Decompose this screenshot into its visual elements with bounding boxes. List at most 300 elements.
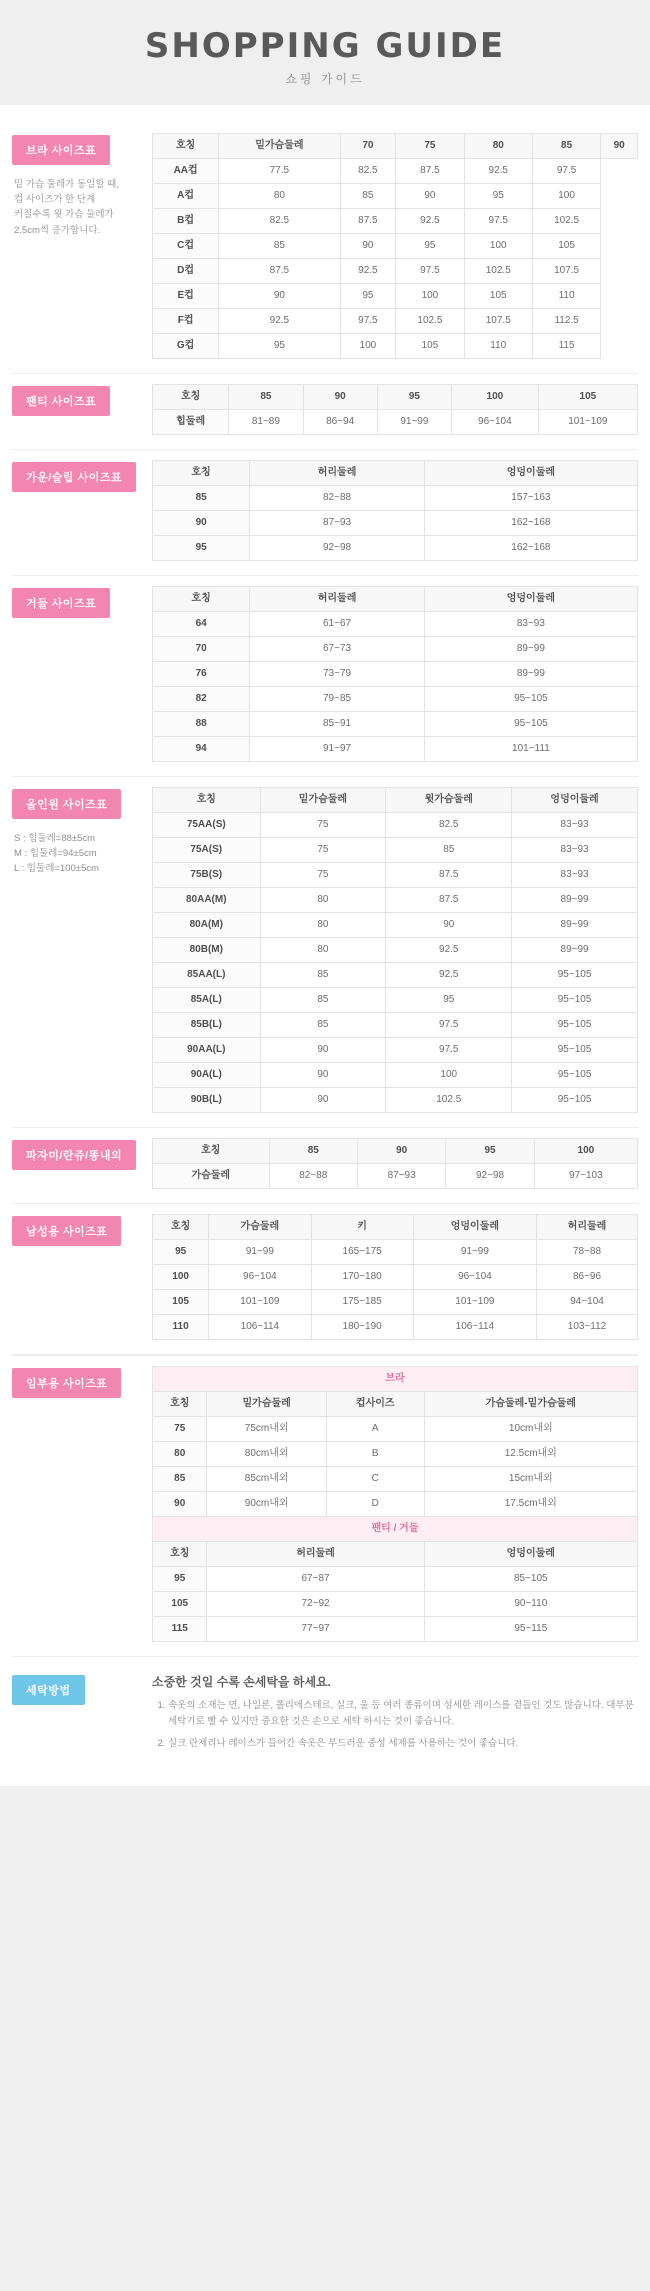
table-header-cell: 허리둘레 xyxy=(207,1542,424,1567)
table-cell: 91~99 xyxy=(209,1240,311,1265)
table-header-cell: 밑가슴둘레 xyxy=(219,134,340,159)
table-row xyxy=(153,1442,638,1467)
table-row-header: 82 xyxy=(153,687,250,712)
section-note: 밑 가슴 둘레가 동일할 때, 컵 사이즈가 한 단계 커질수록 윗 가슴 둘레가 2.5cm씩 증가합니다. xyxy=(14,179,119,236)
table-row-header: 85A(L) xyxy=(153,988,261,1013)
table-cell: 100 xyxy=(340,334,396,359)
table-cell: 92.5 xyxy=(386,938,512,963)
table-col xyxy=(142,787,638,1113)
size-chart-section xyxy=(0,450,650,575)
section-tag: 팬티 사이즈표 xyxy=(12,386,110,416)
table-cell: 101~109 xyxy=(538,410,637,435)
table-header-cell: 호칭 xyxy=(153,1215,209,1240)
table-cell: 97.5 xyxy=(340,309,396,334)
table-cell: 85~105 xyxy=(424,1567,637,1592)
table-cell: 85 xyxy=(260,988,386,1013)
table-cell: 157~163 xyxy=(424,486,637,511)
table-row-header: D컵 xyxy=(153,259,219,284)
table-header-cell: 85 xyxy=(229,385,303,410)
wash-body xyxy=(142,1673,638,1758)
table-row xyxy=(153,612,638,637)
size-chart-section xyxy=(0,123,650,373)
table-header-cell: 허리둘레 xyxy=(250,461,425,486)
table-cell: 105 xyxy=(396,334,464,359)
table-col xyxy=(142,1366,638,1642)
table-row xyxy=(153,637,638,662)
table-cell: 82.5 xyxy=(340,159,396,184)
table-cell: 90cm내외 xyxy=(207,1492,326,1517)
table-cell: 85 xyxy=(260,963,386,988)
table-row xyxy=(153,913,638,938)
table-row xyxy=(153,209,638,234)
table-row xyxy=(153,888,638,913)
table-header-cell: 엉덩이둘레 xyxy=(512,788,638,813)
table-cell: 86~96 xyxy=(537,1265,638,1290)
table-row-header: 80A(M) xyxy=(153,913,261,938)
section-tag: 남성용 사이즈표 xyxy=(12,1216,121,1246)
size-chart-section xyxy=(0,1204,650,1354)
table-row-header: 105 xyxy=(153,1592,207,1617)
table-cell: 101~109 xyxy=(413,1290,536,1315)
table-header-cell: 밑가슴둘레 xyxy=(260,788,386,813)
table-header-cell: 호칭 xyxy=(153,1542,207,1567)
table-cell: 83~93 xyxy=(512,863,638,888)
table-row xyxy=(153,662,638,687)
table-cell: 107.5 xyxy=(532,259,600,284)
table-row xyxy=(153,536,638,561)
wash-instruction-list xyxy=(152,1698,638,1752)
table-cell: 97.5 xyxy=(396,259,464,284)
table-row-header: AA컵 xyxy=(153,159,219,184)
table-cell: 78~88 xyxy=(537,1240,638,1265)
table-cell: 89~99 xyxy=(424,637,637,662)
table-header-row xyxy=(153,1392,638,1417)
table-row-header: 85AA(L) xyxy=(153,963,261,988)
table-cell: 92.5 xyxy=(386,963,512,988)
section-wash xyxy=(0,1657,650,1776)
table-row-header: 90 xyxy=(153,511,250,536)
table-row-header: 88 xyxy=(153,712,250,737)
table-cell: 95~115 xyxy=(424,1617,637,1642)
table-cell: 92.5 xyxy=(340,259,396,284)
table-row-header: 80 xyxy=(153,1442,207,1467)
table-header-cell: 90 xyxy=(303,385,377,410)
table-header-cell: 윗가슴둘레 xyxy=(386,788,512,813)
section-tag: 브라 사이즈표 xyxy=(12,135,110,165)
table-header-row xyxy=(153,587,638,612)
table-cell: 90 xyxy=(260,1088,386,1113)
table-cell: 96~104 xyxy=(209,1265,311,1290)
table-cell: B xyxy=(326,1442,424,1467)
table-row xyxy=(153,1492,638,1517)
table-header-row xyxy=(153,1139,638,1164)
table-header-cell: 70 xyxy=(340,134,396,159)
table-row-header: 90A(L) xyxy=(153,1063,261,1088)
table-cell: 89~99 xyxy=(512,888,638,913)
table-row-header: 64 xyxy=(153,612,250,637)
table-header-row xyxy=(153,1542,638,1567)
table-cell: 85 xyxy=(219,234,340,259)
table-row xyxy=(153,334,638,359)
table-row xyxy=(153,838,638,863)
table-row xyxy=(153,234,638,259)
table-cell: 95~105 xyxy=(424,687,637,712)
table-row-header: 85B(L) xyxy=(153,1013,261,1038)
table-cell: 85~91 xyxy=(250,712,425,737)
table-header-row xyxy=(153,385,638,410)
wash-title: 소중한 것일 수록 손세탁을 하세요. xyxy=(152,1675,331,1689)
table-cell: 95 xyxy=(219,334,340,359)
label-col xyxy=(12,1138,142,1170)
table-row-header: G컵 xyxy=(153,334,219,359)
table-header-cell: 엉덩이둘레 xyxy=(413,1215,536,1240)
table-cell: 94~104 xyxy=(537,1290,638,1315)
section-tag: 가운/슬립 사이즈표 xyxy=(12,462,136,492)
table-header-cell: 허리둘레 xyxy=(250,587,425,612)
table-cell: 80 xyxy=(219,184,340,209)
table-cell: 85 xyxy=(260,1013,386,1038)
table-row xyxy=(153,159,638,184)
table-cell: 80 xyxy=(260,913,386,938)
table-cell: 90~110 xyxy=(424,1592,637,1617)
table-cell: 86~94 xyxy=(303,410,377,435)
size-chart-sections xyxy=(0,123,650,1355)
table-cell: 95 xyxy=(386,988,512,1013)
table-cell: 12.5cm내외 xyxy=(424,1442,637,1467)
table-cell: 102.5 xyxy=(396,309,464,334)
table-cell: 17.5cm내외 xyxy=(424,1492,637,1517)
size-chart-section xyxy=(0,576,650,776)
table-cell: 82.5 xyxy=(219,209,340,234)
table-cell: 95~105 xyxy=(512,1038,638,1063)
page-title: SHOPPING GUIDE xyxy=(144,26,506,66)
guide-content xyxy=(0,105,650,1786)
table-cell: 112.5 xyxy=(532,309,600,334)
table-row-header: 힙둘레 xyxy=(153,410,229,435)
table-row-header: 100 xyxy=(153,1265,209,1290)
table-cell: 101~109 xyxy=(209,1290,311,1315)
page-header xyxy=(0,0,650,105)
table-subheader-row xyxy=(153,1367,638,1392)
table-cell: 92.5 xyxy=(219,309,340,334)
table-row-header: 75B(S) xyxy=(153,863,261,888)
table-cell: 90 xyxy=(219,284,340,309)
table-cell: 105 xyxy=(532,234,600,259)
table-cell: 89~99 xyxy=(512,938,638,963)
size-chart-section xyxy=(0,1128,650,1203)
table-cell: 106~114 xyxy=(209,1315,311,1340)
table-header-cell: 100 xyxy=(452,385,539,410)
table-row xyxy=(153,1467,638,1492)
table-cell: 115 xyxy=(532,334,600,359)
table-cell: 87~93 xyxy=(250,511,425,536)
table-cell: 75 xyxy=(260,838,386,863)
table-cell: 96~104 xyxy=(413,1265,536,1290)
table-header-cell: 키 xyxy=(311,1215,413,1240)
table-row xyxy=(153,963,638,988)
table-cell: 85cm내외 xyxy=(207,1467,326,1492)
table-header-cell: 95 xyxy=(377,385,451,410)
table-cell: 91~99 xyxy=(377,410,451,435)
table-row-header: 110 xyxy=(153,1315,209,1340)
table-cell: 79~85 xyxy=(250,687,425,712)
table-col xyxy=(142,384,638,435)
table-row xyxy=(153,1038,638,1063)
size-table xyxy=(152,1138,638,1189)
table-cell: 97.5 xyxy=(532,159,600,184)
table-row-header: 90B(L) xyxy=(153,1088,261,1113)
table-row-header: 가슴둘레 xyxy=(153,1164,270,1189)
table-row-header: 95 xyxy=(153,536,250,561)
table-cell: 97.5 xyxy=(386,1013,512,1038)
table-header-row xyxy=(153,461,638,486)
table-cell: 85 xyxy=(386,838,512,863)
table-header-cell: 호칭 xyxy=(153,134,219,159)
page-subtitle: 쇼핑 가이드 xyxy=(285,72,365,86)
table-header-cell: 가슴둘레 xyxy=(209,1215,311,1240)
table-header-cell: 엉덩이둘레 xyxy=(424,461,637,486)
table-row xyxy=(153,813,638,838)
table-cell: 162~168 xyxy=(424,536,637,561)
table-cell: 67~87 xyxy=(207,1567,424,1592)
table-cell: 15cm내외 xyxy=(424,1467,637,1492)
table-header-cell: 호칭 xyxy=(153,587,250,612)
size-table xyxy=(152,460,638,561)
table-col xyxy=(142,586,638,762)
table-cell: 105 xyxy=(464,284,532,309)
section-tag: 파자미/란쥬/똥내의 xyxy=(12,1140,136,1170)
size-table xyxy=(152,1214,638,1340)
table-row xyxy=(153,1290,638,1315)
list-item: 2. 실크 란제리나 레이스가 들어간 속옷은 부드러운 중성 세제를 사용하는 것이 좋습니다. xyxy=(168,1736,638,1752)
table-cell: 110 xyxy=(532,284,600,309)
table-row xyxy=(153,687,638,712)
table-row-header: F컵 xyxy=(153,309,219,334)
table-cell: 80cm내외 xyxy=(207,1442,326,1467)
table-row xyxy=(153,511,638,536)
table-cell: 95 xyxy=(340,284,396,309)
table-cell: 97.5 xyxy=(386,1038,512,1063)
table-header-cell: 가슴둘레-밑가슴둘레 xyxy=(424,1392,637,1417)
table-row xyxy=(153,410,638,435)
label-col xyxy=(12,384,142,416)
table-cell: 87~93 xyxy=(357,1164,445,1189)
table-row-header: 95 xyxy=(153,1567,207,1592)
table-cell: D xyxy=(326,1492,424,1517)
table-cell: 90 xyxy=(260,1063,386,1088)
table-header-cell: 엉덩이둘레 xyxy=(424,1542,637,1567)
size-table xyxy=(152,133,638,359)
table-cell: 83~93 xyxy=(512,813,638,838)
table-row-header: 105 xyxy=(153,1290,209,1315)
table-row xyxy=(153,309,638,334)
table-row xyxy=(153,938,638,963)
size-table xyxy=(152,384,638,435)
table-row-header: 70 xyxy=(153,637,250,662)
table-cell: 95 xyxy=(464,184,532,209)
table-cell: 87.5 xyxy=(219,259,340,284)
table-cell: 101~111 xyxy=(424,737,637,762)
table-cell: 82~88 xyxy=(269,1164,357,1189)
table-cell: 102.5 xyxy=(464,259,532,284)
table-cell: 87.5 xyxy=(396,159,464,184)
table-row xyxy=(153,988,638,1013)
table-row-header: 85 xyxy=(153,486,250,511)
table-header-row xyxy=(153,1215,638,1240)
label-col xyxy=(12,1214,142,1246)
table-cell: 90 xyxy=(260,1038,386,1063)
size-chart-section xyxy=(0,777,650,1127)
table-cell: 95~105 xyxy=(512,988,638,1013)
table-row xyxy=(153,1088,638,1113)
table-cell: 72~92 xyxy=(207,1592,424,1617)
table-col xyxy=(142,1138,638,1189)
table-cell: 87.5 xyxy=(386,863,512,888)
table-row xyxy=(153,1013,638,1038)
table-col xyxy=(142,1214,638,1340)
table-cell: 95~105 xyxy=(512,1088,638,1113)
table-cell: 97.5 xyxy=(464,209,532,234)
table-cell: 100 xyxy=(532,184,600,209)
table-cell: 75cm내외 xyxy=(207,1417,326,1442)
table-cell: 82.5 xyxy=(386,813,512,838)
table-subheader-row xyxy=(153,1517,638,1542)
label-col xyxy=(12,133,142,238)
section-note: S : 힙둘레=88±5cm M : 힙둘레=94±5cm L : 힙둘레=100±5cm xyxy=(14,833,99,875)
section-tag: 올인원 사이즈표 xyxy=(12,789,121,819)
table-cell: 87.5 xyxy=(386,888,512,913)
label-col xyxy=(12,1673,142,1705)
table-row-header: 80B(M) xyxy=(153,938,261,963)
label-col xyxy=(12,1366,142,1398)
maternity-table xyxy=(152,1366,638,1642)
label-col xyxy=(12,787,142,877)
table-cell: 92.5 xyxy=(396,209,464,234)
table-cell: 97~103 xyxy=(534,1164,637,1189)
table-header-cell: 80 xyxy=(464,134,532,159)
size-table xyxy=(152,787,638,1113)
table-cell: 107.5 xyxy=(464,309,532,334)
section-maternity xyxy=(0,1356,650,1656)
table-cell: 81~89 xyxy=(229,410,303,435)
table-row-header: B컵 xyxy=(153,209,219,234)
table-cell: 67~73 xyxy=(250,637,425,662)
table-row xyxy=(153,1567,638,1592)
table-row-header: 75A(S) xyxy=(153,838,261,863)
table-cell: 75 xyxy=(260,813,386,838)
table-row-header: 80AA(M) xyxy=(153,888,261,913)
table-cell: 80 xyxy=(260,888,386,913)
table-cell: 73~79 xyxy=(250,662,425,687)
table-cell: 102.5 xyxy=(386,1088,512,1113)
table-cell: 170~180 xyxy=(311,1265,413,1290)
table-row xyxy=(153,486,638,511)
table-row xyxy=(153,863,638,888)
table-header-cell: 90 xyxy=(601,134,638,159)
table-header-cell: 호칭 xyxy=(153,788,261,813)
table-header-cell: 85 xyxy=(269,1139,357,1164)
table-row-header: C컵 xyxy=(153,234,219,259)
table-cell: 85 xyxy=(340,184,396,209)
table-cell: 90 xyxy=(396,184,464,209)
table-cell: 92.5 xyxy=(464,159,532,184)
maternity-bra-subheader: 브라 xyxy=(153,1367,638,1392)
table-row xyxy=(153,1417,638,1442)
table-cell: 89~99 xyxy=(512,913,638,938)
table-row-header: 115 xyxy=(153,1617,207,1642)
table-col xyxy=(142,133,638,359)
table-row xyxy=(153,1240,638,1265)
table-row-header: 95 xyxy=(153,1240,209,1265)
table-row-header: 75 xyxy=(153,1417,207,1442)
table-row-header: 75AA(S) xyxy=(153,813,261,838)
table-cell: 89~99 xyxy=(424,662,637,687)
table-row xyxy=(153,184,638,209)
table-cell: 110 xyxy=(464,334,532,359)
table-cell: 100 xyxy=(386,1063,512,1088)
table-row xyxy=(153,737,638,762)
table-header-cell: 75 xyxy=(396,134,464,159)
section-tag: 임부용 사이즈표 xyxy=(12,1368,121,1398)
label-col xyxy=(12,460,142,492)
table-cell: 95 xyxy=(396,234,464,259)
table-row-header: 76 xyxy=(153,662,250,687)
table-row xyxy=(153,1592,638,1617)
table-row xyxy=(153,712,638,737)
table-cell: 83~93 xyxy=(424,612,637,637)
list-item: 1. 속옷의 소재는 면, 나일론, 폴리에스테르, 실크, 울 등 여러 종류이며 섬세한 레이스를 곁들인 것도 많습니다. 대부분 세탁기로 빨 수 있지만 중요한 것은 손으로 세탁 하시는 것이 좋습니다. xyxy=(168,1698,638,1730)
table-cell: 95~105 xyxy=(424,712,637,737)
table-header-cell: 밑가슴둘레 xyxy=(207,1392,326,1417)
table-header-cell: 100 xyxy=(534,1139,637,1164)
table-cell: 80 xyxy=(260,938,386,963)
table-header-cell: 호칭 xyxy=(153,385,229,410)
table-row xyxy=(153,1063,638,1088)
table-header-cell: 엉덩이둘레 xyxy=(424,587,637,612)
table-cell: 83~93 xyxy=(512,838,638,863)
table-cell: 180~190 xyxy=(311,1315,413,1340)
table-cell: 162~168 xyxy=(424,511,637,536)
table-header-cell: 90 xyxy=(357,1139,445,1164)
table-cell: 96~104 xyxy=(452,410,539,435)
table-header-cell: 호칭 xyxy=(153,1139,270,1164)
table-cell: 90 xyxy=(386,913,512,938)
table-header-cell: 호칭 xyxy=(153,461,250,486)
table-header-cell: 95 xyxy=(446,1139,534,1164)
table-cell: 165~175 xyxy=(311,1240,413,1265)
table-row xyxy=(153,1315,638,1340)
table-cell: 61~67 xyxy=(250,612,425,637)
table-cell: 92~98 xyxy=(250,536,425,561)
table-cell: 100 xyxy=(464,234,532,259)
table-cell: 95~105 xyxy=(512,1063,638,1088)
table-cell: 92~98 xyxy=(446,1164,534,1189)
table-header-cell: 허리둘레 xyxy=(537,1215,638,1240)
table-cell: 100 xyxy=(396,284,464,309)
table-row xyxy=(153,284,638,309)
table-cell: 91~97 xyxy=(250,737,425,762)
table-row xyxy=(153,1265,638,1290)
table-header-cell: 85 xyxy=(532,134,600,159)
table-row xyxy=(153,1617,638,1642)
table-header-row xyxy=(153,134,638,159)
label-col xyxy=(12,586,142,618)
table-cell: 106~114 xyxy=(413,1315,536,1340)
table-cell: 90 xyxy=(340,234,396,259)
table-row-header: E컵 xyxy=(153,284,219,309)
table-cell: 95~105 xyxy=(512,963,638,988)
table-row-header: 90 xyxy=(153,1492,207,1517)
